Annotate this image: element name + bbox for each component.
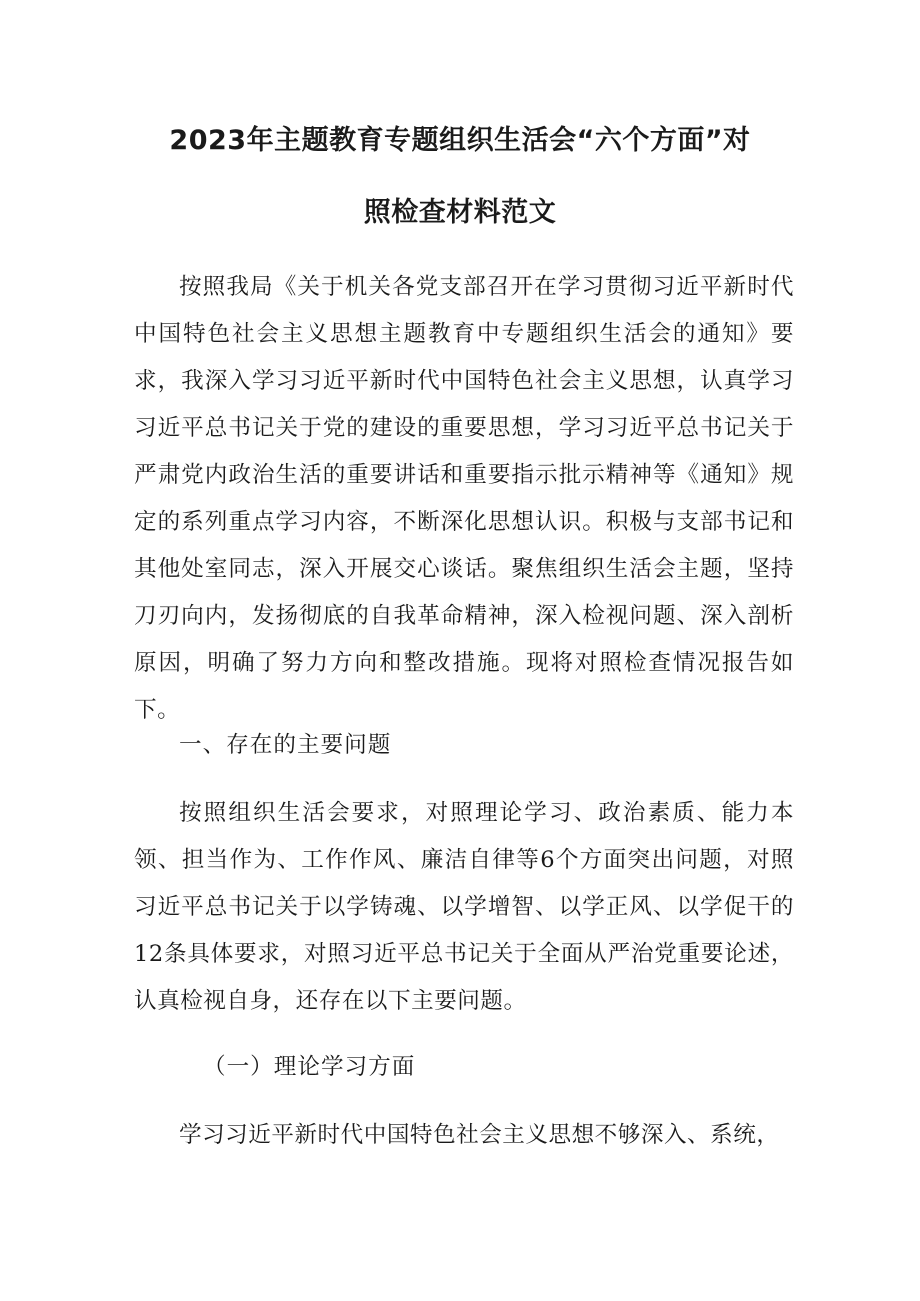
document-title-line-2: 照检查材料范文 <box>363 197 557 228</box>
subsection-1-paragraph: 学习习近平新时代中国特色社会主义思想不够深入、系统， <box>179 1122 780 1148</box>
section-1-heading: 一、存在的主要问题 <box>179 732 392 758</box>
section-1-paragraph: 按照组织生活会要求，对照理论学习、政治素质、能力本领、担当作为、工作作风、廉洁自律等6个方面突出问题，对照习近平总书记关于以学铸魂、以学增智、以学正风、以学促干的12条具体要求，对照习近平总书记关于全面从严治党重要论述，认真检视自身，还存在以下主要问题。 <box>134 800 794 1014</box>
intro-paragraph: 按照我局《关于机关各党支部召开在学习贯彻习近平新时代中国特色社会主义思想主题教育中专题组织生活会的通知》要求，我深入学习习近平新时代中国特色社会主义思想，认真学习习近平总书记关于党的建设的重要思想，学习习近平总书记关于严肃党内政治生活的重要讲话和重要指示批示精神等《通知》规定的系列重点学习内容，不断深化思想认识。积极与支部书记和其他处室同志，深入开展交心谈话。聚焦组织生活会主题，坚持刀刃向内，发扬彻底的自我革命精神，深入检视问题、深入剖析原因，明确了努力方向和整改措施。现将对照检查情况报告如下。 <box>134 274 794 723</box>
document-title-line-1: 2023年主题教育专题组织生活会“六个方面”对 <box>169 125 751 156</box>
subsection-1-heading: （一）理论学习方面 <box>203 1054 416 1080</box>
